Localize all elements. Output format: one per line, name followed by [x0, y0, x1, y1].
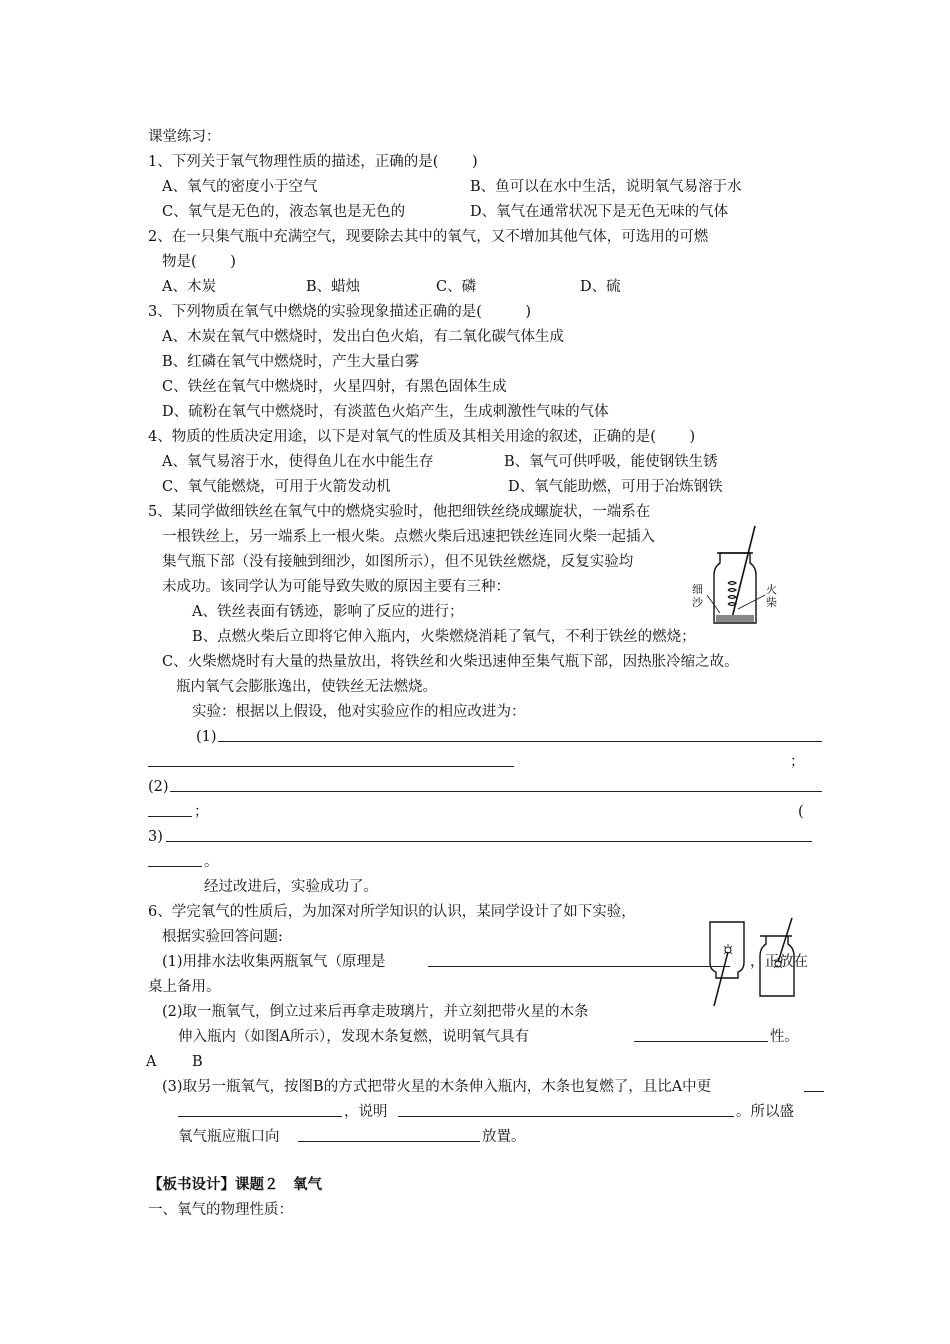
q5-experiment-intro: 实验：根据以上假设，他对实验应作的相应改进为： [192, 704, 526, 720]
q1-option-c: C、氧气是无色的，液态氧也是无色的 [162, 204, 406, 220]
q5-line3: 集气瓶下部（没有接触到细沙，如图所示），但不见铁丝燃烧，反复实验均 [162, 554, 634, 570]
figure-label-b: B [192, 1054, 203, 1070]
q5-answer3-number: 3) [148, 829, 163, 845]
q6-step3-blank-a1[interactable] [804, 1091, 824, 1092]
q3-option-c: C、铁丝在氧气中燃烧时，火星四射，有黑色固体生成 [162, 379, 507, 395]
q5-answer3-blank-a[interactable] [166, 841, 812, 842]
q1-option-a: A、氧气的密度小于空气 [162, 179, 318, 195]
q5-answer2-number: (2) [148, 779, 169, 795]
q4-option-c: C、氧气能燃烧，可用于火箭发动机 [162, 479, 391, 495]
q6-step1-cont: 桌上备用。 [148, 979, 221, 995]
q5-answer1-blank-a[interactable] [218, 741, 822, 742]
q1-option-b: B、鱼可以在水中生活，说明氧气易溶于水 [470, 179, 742, 195]
q5-line4: 未成功。该同学认为可能导致失败的原因主要有三种： [162, 579, 510, 595]
q5-answer3-blank-b[interactable] [148, 866, 202, 867]
iron-wire-jar-figure [690, 523, 780, 633]
q2-option-a: A、木炭 [162, 279, 216, 295]
q6-step3-blank-b[interactable] [398, 1116, 734, 1117]
figure-label-a: A [146, 1054, 157, 1070]
q6-step3-blank-a2[interactable] [178, 1116, 342, 1117]
q2-option-c: C、磷 [436, 279, 477, 295]
q6-step2-text: (2)取一瓶氧气，倒立过来后再拿走玻璃片，并立刻把带火星的木条 [162, 1004, 589, 1020]
board-design-heading: 【板书设计】课题２ 氧气 [148, 1176, 322, 1193]
q5-hypothesis-a: A、铁丝表面有锈迹，影响了反应的进行； [192, 604, 464, 620]
q1-stem: 1、下列关于氧气物理性质的描述，正确的是( ) [148, 154, 478, 170]
q5-answer1-semicolon: ； [790, 754, 805, 770]
q6-step1-tail: ，正放在 [750, 954, 808, 970]
q5-answer2-blank-a[interactable] [170, 791, 822, 792]
board-design-item1: 一、氧气的物理性质： [148, 1202, 293, 1218]
q6-step3-text: (3)取另一瓶氧气，按图B的方式把带火星的木条伸入瓶内，木条也复燃了，且比A中更 [162, 1079, 712, 1095]
q4-stem: 4、物质的性质决定用途，以下是对氧气的性质及其相关用途的叙述，正确的是( ) [148, 429, 696, 445]
q5-hypothesis-c2: 瓶内氧气会膨胀逸出，使铁丝无法燃烧。 [176, 679, 437, 695]
q5-success-note: 经过改进后，实验成功了。 [204, 879, 378, 895]
q2-stem-line2: 物是( ) [162, 254, 236, 270]
q6-step3-tail: 。所以盛 [736, 1104, 794, 1120]
q2-option-b: B、蜡烛 [306, 279, 361, 295]
fig-label-match: 火柴 [766, 583, 777, 609]
q5-answer2-semicolon: ； [194, 804, 209, 820]
q5-stray-paren: ( [798, 804, 804, 820]
q4-option-b: B、氧气可供呼吸，能使钢铁生锈 [504, 454, 718, 470]
q5-answer1-blank-b[interactable] [148, 766, 514, 767]
q5-answer3-period: 。 [204, 854, 219, 870]
q5-hypothesis-c1: C、火柴燃烧时有大量的热量放出，将铁丝和火柴迅速伸至集气瓶下部，因热胀冷缩之故。 [162, 654, 739, 670]
q6-step3-explain-label: ，说明 [344, 1104, 388, 1120]
q3-option-a: A、木炭在氧气中燃烧时，发出白色火焰，有二氧化碳气体生成 [162, 329, 564, 345]
q2-option-d: D、硫 [580, 279, 621, 295]
q6-step2-tail: 性。 [770, 1029, 799, 1045]
q4-option-d: D、氧气能助燃，可用于冶炼钢铁 [508, 479, 723, 495]
q5-line1: 5、某同学做细铁丝在氧气中的燃烧实验时，他把细铁丝绕成螺旋状，一端系在 [148, 504, 651, 520]
q6-step3-end: 放置。 [482, 1129, 526, 1145]
q6-step3-blank-c[interactable] [298, 1141, 480, 1142]
q3-option-d: D、硫粉在氧气中燃烧时，有淡蓝色火焰产生，生成刺激性气味的气体 [162, 404, 609, 420]
q6-step1-text: (1)用排水法收集两瓶氧气（原理是 [162, 954, 386, 970]
q6-step2-blank[interactable] [634, 1041, 768, 1042]
q5-hypothesis-b: B、点燃火柴后立即将它伸入瓶内，火柴燃烧消耗了氧气，不利于铁丝的燃烧； [192, 629, 696, 645]
q6-step1-blank[interactable] [428, 966, 730, 967]
q2-stem-line1: 2、在一只集气瓶中充满空气，现要除去其中的氧气，又不增加其他气体，可选用的可燃 [148, 229, 709, 245]
q3-option-b: B、红磷在氧气中燃烧时，产生大量白雾 [162, 354, 420, 370]
q6-step3-cont: 氧气瓶应瓶口向 [178, 1129, 280, 1145]
q6-step2-cont: 伸入瓶内（如图A所示），发现木条复燃，说明氧气具有 [178, 1029, 530, 1045]
q5-answer2-blank-b[interactable] [148, 816, 192, 817]
q6-line1: 6、学完氧气的性质后，为加深对所学知识的认识，某同学设计了如下实验， [148, 904, 636, 920]
fig-label-sand: 细沙 [692, 583, 703, 609]
q3-stem: 3、下列物质在氧气中燃烧的实验现象描述正确的是( ) [148, 304, 532, 320]
q1-option-d: D、氧气在通常状况下是无色无味的气体 [470, 204, 729, 220]
section-title: 课堂练习： [148, 129, 221, 145]
q4-option-a: A、氧气易溶于水，使得鱼儿在水中能生存 [162, 454, 434, 470]
q5-line2: 一根铁丝上，另一端系上一根火柴。点燃火柴后迅速把铁丝连同火柴一起插入 [162, 529, 655, 545]
q5-answer1-number: (1) [196, 729, 217, 745]
q6-line2: 根据实验回答问题: [162, 929, 283, 945]
